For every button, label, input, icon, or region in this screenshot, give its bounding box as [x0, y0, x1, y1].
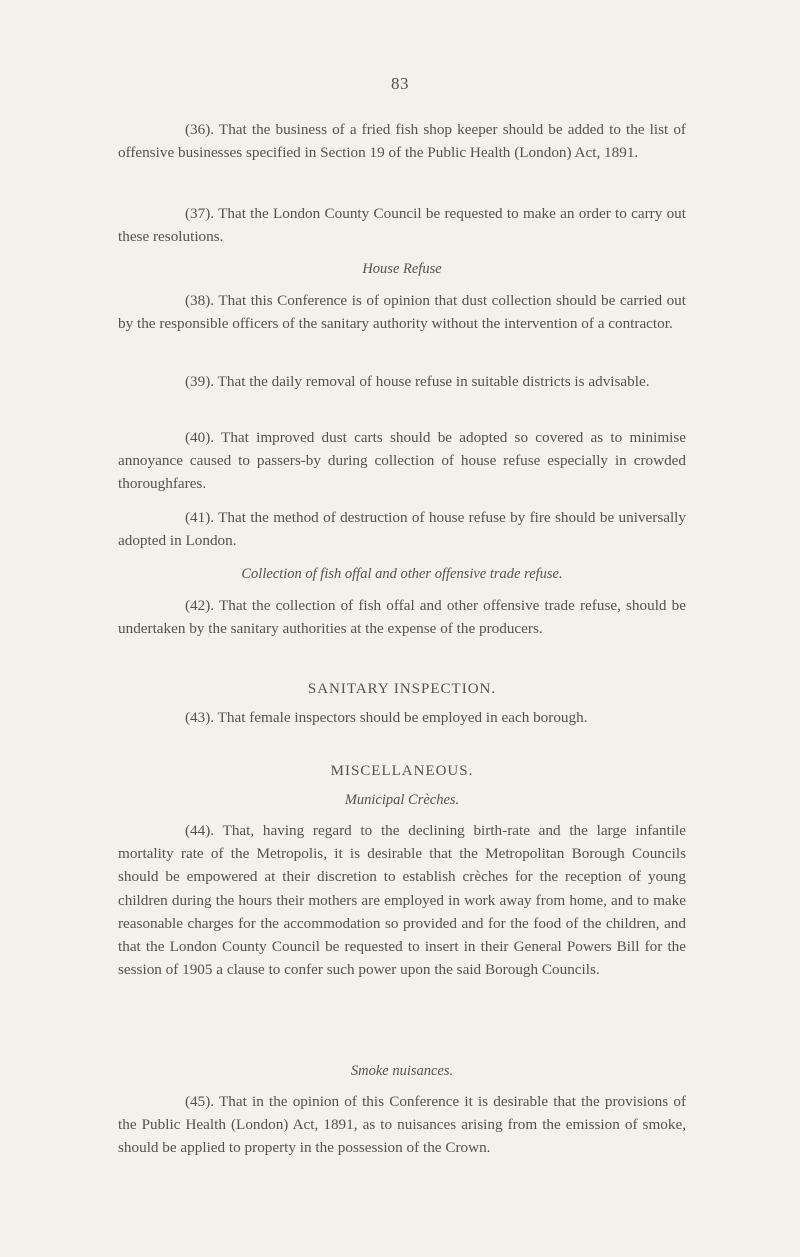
resolution-40: (40). That improved dust carts should be adopted so covered as to minimise annoyance caused to passers-by during collection of house refuse especially in crowded thoroughfares.	[118, 429, 686, 493]
resolution-41: (41). That the method of destruction of house refuse by fire should be universally adopted in London.	[118, 509, 686, 550]
section-heading-sanitary-inspection: SANITARY INSPECTION.	[307, 681, 497, 697]
resolution-38: (38). That this Conference is of opinion that dust collection should be carried out by the responsible officers of the sanitary authority without the intervention of a contractor.	[118, 292, 686, 333]
subheading-municipal-creches: Municipal Crèches.	[344, 792, 460, 808]
resolution-45: (45). That in the opinion of this Conference it is desirable that the provisions of the Public Health (London) Act, 1891, as to nuisances arising from the emission of smoke, should be applied to property in the possession of the Crown.	[118, 1093, 686, 1157]
resolution-44: (44). That, having regard to the declining birth-rate and the large infantile mortality rate of the Metropolis, it is desirable that the Metropolitan Borough Councils should be empowered at their discretion to establish crèches for the reception of young children during the hours their mothers are employed in work away from home, and to make reasonable charges for the accommodation so provided and for the food of the children, and that the London County Council be requested to insert in their General Powers Bill for the session of 1905 a clause to confer such power upon the said Borough Councils.	[118, 822, 686, 979]
section-heading-house-refuse: House Refuse	[362, 261, 442, 277]
resolution-36: (36). That the business of a fried fish shop keeper should be added to the list of offensive businesses specified in Section 19 of the Public Health (London) Act, 1891.	[118, 121, 686, 162]
resolution-39: (39). That the daily removal of house refuse in suitable districts is advisable.	[185, 373, 650, 390]
resolution-43: (43). That female inspectors should be employed in each borough.	[185, 709, 588, 726]
section-heading-miscellaneous: MISCELLANEOUS.	[330, 763, 474, 779]
subheading-smoke-nuisances: Smoke nuisances.	[350, 1063, 454, 1079]
resolution-42: (42). That the collection of fish offal and other offensive trade refuse, should be undertaken by the sanitary authorities at the expense of the producers.	[118, 597, 686, 638]
page-number: 83	[391, 74, 409, 93]
resolution-37: (37). That the London County Council be requested to make an order to carry out these resolutions.	[118, 205, 686, 246]
section-heading-fish-offal: Collection of fish offal and other offensive trade refuse.	[241, 566, 563, 582]
